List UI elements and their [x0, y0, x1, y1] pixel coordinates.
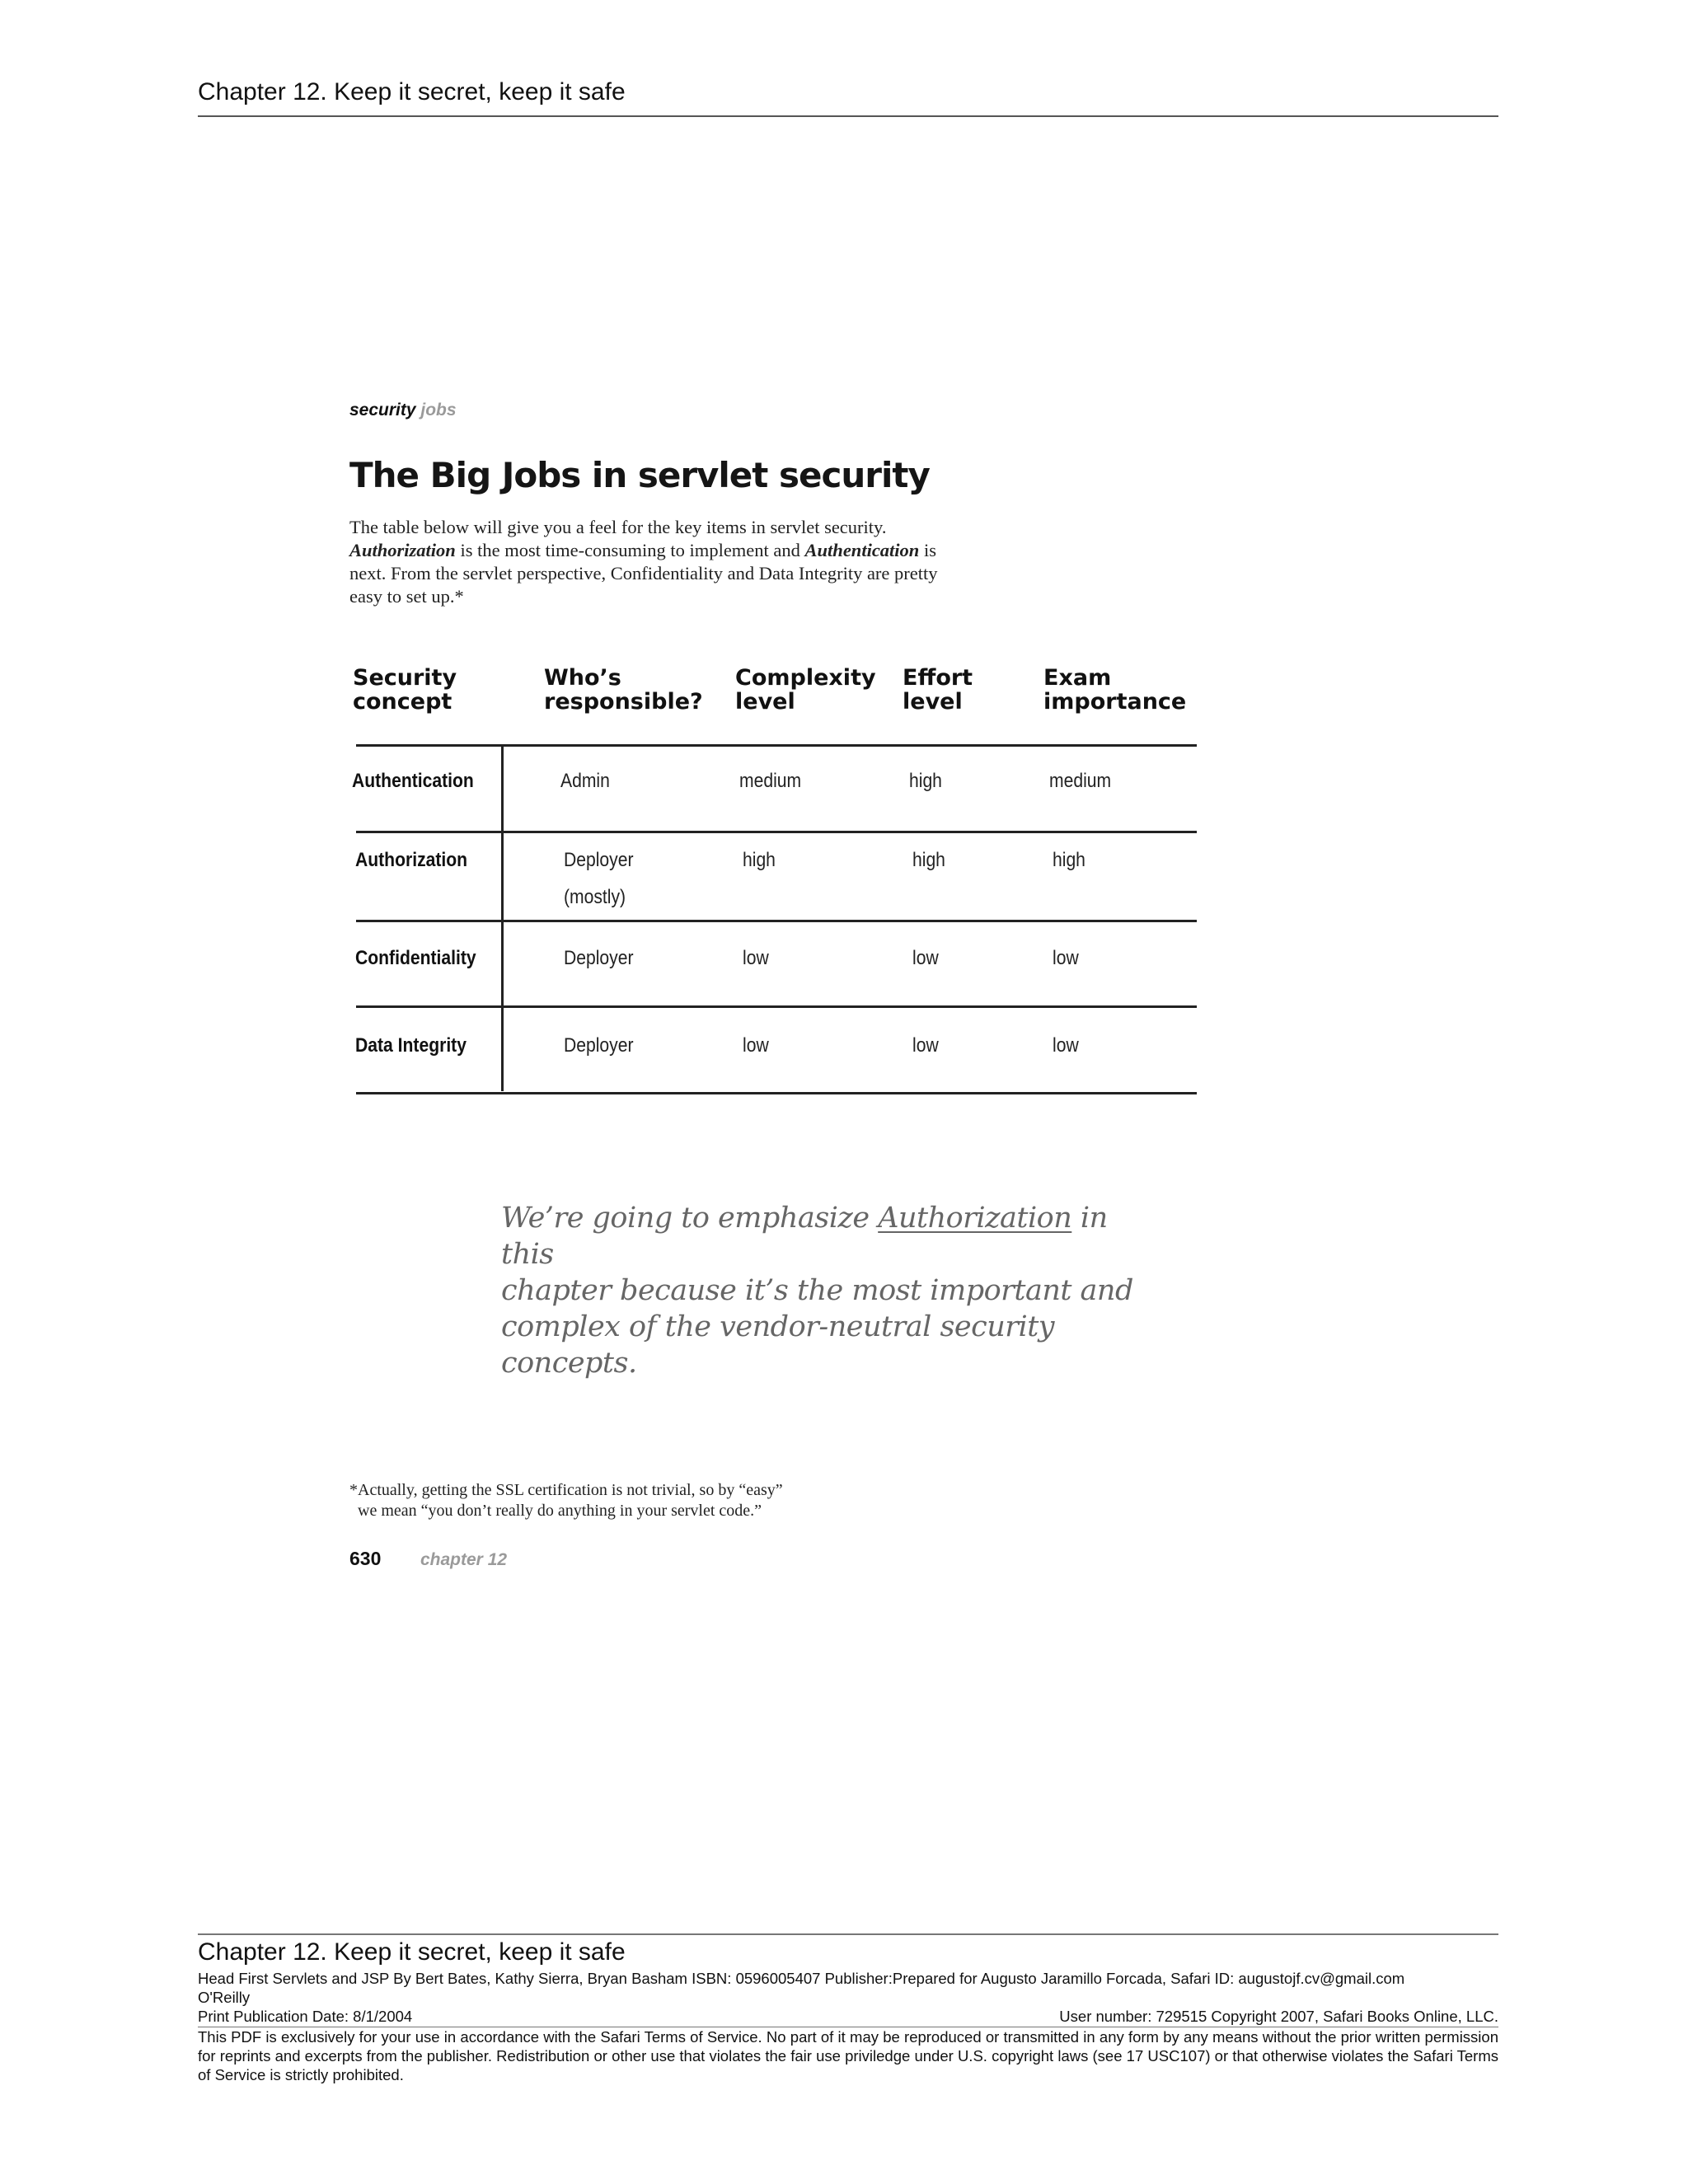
header-divider	[198, 115, 1498, 117]
section-tag-strong: security	[349, 401, 416, 419]
section-tag	[349, 401, 457, 420]
footer-book-meta: Head First Servlets and JSP By Bert Bates, Kathy Sierra, Bryan Basham ISBN: 0596005407 Publisher:Prepared for Augusto Jaramillo Forcada, Safari ID: augustojf.cv@gmail.com	[198, 1970, 1405, 1987]
table-rule	[356, 1005, 1197, 1008]
col-header-complexity: Complexity level	[735, 665, 876, 715]
table-rule	[356, 1092, 1197, 1094]
table-cell-responsible: Deployer	[564, 1034, 634, 1057]
table-cell-effort: high	[912, 849, 945, 871]
table-row-label: Authorization	[355, 849, 468, 871]
table-cell-responsible: Deployer (mostly)	[564, 849, 634, 908]
intro-text-2: is the most time-consuming to implement and	[455, 540, 805, 560]
table-cell-importance: low	[1053, 1034, 1079, 1057]
table-cell-importance: medium	[1049, 770, 1112, 792]
col-header-security-concept: Security concept	[353, 665, 457, 715]
table-row-label: Authentication	[352, 770, 474, 792]
section-tag-light: jobs	[420, 401, 457, 419]
table-cell-effort: low	[912, 1034, 939, 1057]
page-title: The Big Jobs in servlet security	[349, 455, 930, 495]
page-number: 630	[349, 1548, 382, 1569]
table-cell-complexity: low	[743, 1034, 769, 1057]
intro-bold-authorization: Authorization	[349, 540, 456, 560]
table-rule	[356, 744, 1197, 747]
table-cell-complexity: high	[743, 849, 776, 871]
table-cell-complexity: low	[743, 947, 769, 969]
table-cell-importance: high	[1053, 849, 1085, 871]
intro-text-3: is next. From the servlet perspective, Confidentiality and Data Integrity are pretty easy to set up.*	[349, 540, 938, 607]
footer-divider	[198, 1933, 1498, 1935]
col-header-importance: Exam importance	[1043, 665, 1187, 715]
table-cell-effort: high	[909, 770, 942, 792]
table-rule	[356, 831, 1197, 833]
table-cell-importance: low	[1053, 947, 1079, 969]
table-row-label: Data Integrity	[355, 1034, 467, 1057]
intro-bold-authentication: Authentication	[804, 540, 920, 560]
table-cell-responsible: Admin	[560, 770, 610, 792]
col-header-effort: Effort level	[903, 665, 973, 715]
handwritten-note: We’re going to emphasize Authorization in this chapter because it’s the most important and complex of the vendor-neutral security concepts.	[501, 1202, 1133, 1380]
intro-paragraph	[349, 516, 943, 608]
table-cell-complexity: medium	[739, 770, 802, 792]
running-header: Chapter 12. Keep it secret, keep it safe	[198, 78, 626, 105]
table-cell-responsible: Deployer	[564, 947, 634, 969]
footer-date-row	[198, 2007, 1498, 2026]
table-row-label: Confidentiality	[355, 947, 476, 969]
intro-text-1: The table below will give you a feel for the key items in servlet security.	[349, 517, 887, 537]
footer-user-copyright: User number: 729515 Copyright 2007, Safari Books Online, LLC.	[1059, 2008, 1498, 2025]
table-cell-effort: low	[912, 947, 939, 969]
page-chapter-label: chapter 12	[420, 1550, 508, 1569]
footer-legal-notice: This PDF is exclusively for your use in accordance with the Safari Terms of Service. No part of it may be reproduced or transmitted in any form by any means without the prior written permission for reprints and excerpts from the publisher. Redistribution or other use that violates the fair use priviledge under U.S. copyright laws (see 17 USC107) or that otherwise violates the Safari Terms of Service is strictly prohibited.	[198, 2028, 1498, 2083]
footnote: *Actually, getting the SSL certification is not trivial, so by “easy” we mean “you don’t really do anything in your servlet code.”	[349, 1481, 783, 1520]
table-rule	[356, 920, 1197, 922]
col-header-responsible: Who’s responsible?	[544, 665, 703, 715]
footer-print-date: Print Publication Date: 8/1/2004	[198, 2008, 413, 2025]
footer-title: Chapter 12. Keep it secret, keep it safe	[198, 1938, 626, 1966]
table-column-divider	[501, 745, 504, 1091]
note-underlined-authorization: Authorization	[878, 1202, 1072, 1235]
footer-publisher: O'Reilly	[198, 1989, 251, 2006]
